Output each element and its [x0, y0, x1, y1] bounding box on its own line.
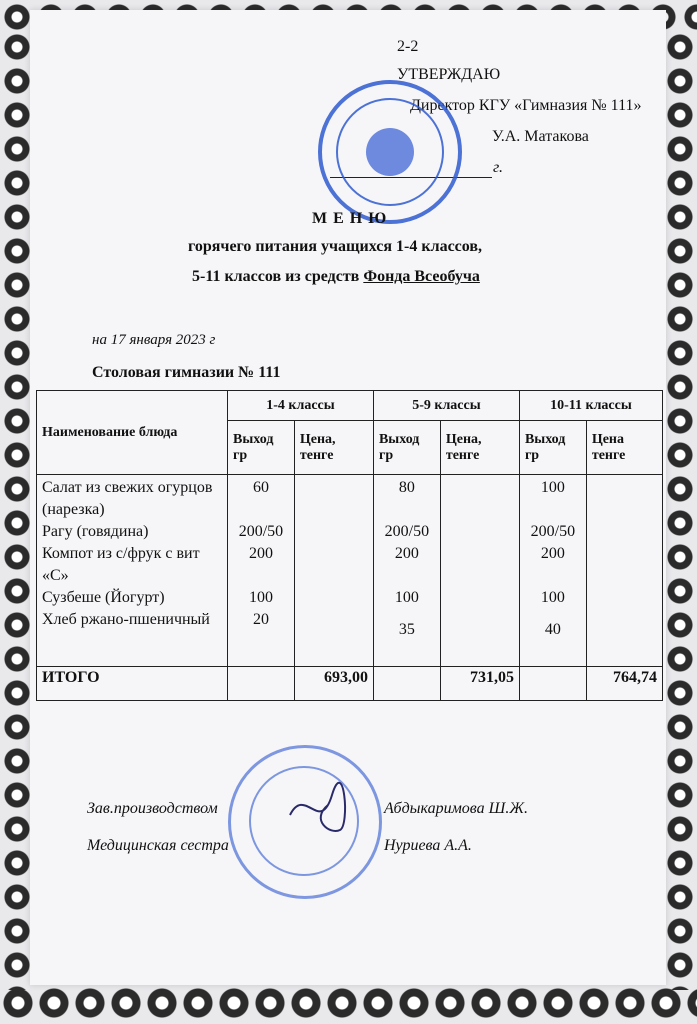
price-header: Цена, тенге: [440, 421, 519, 475]
yield-value: 200: [540, 545, 565, 562]
total-5-9: 731,05: [440, 667, 519, 701]
yield-value: 200/50: [238, 523, 284, 540]
dish-name-header: Наименование блюда: [37, 391, 228, 475]
yield-header: Выход гр: [519, 421, 586, 475]
price-header: Цена тенге: [586, 421, 662, 475]
signature-role: Медицинская сестра: [87, 837, 229, 854]
menu-subtitle-line1: горячего питания учащихся 1-4 классов,: [188, 238, 483, 255]
yield-value: 200: [394, 545, 419, 562]
dish-item: Хлеб ржано-пшеничный: [42, 611, 210, 628]
signature-name: Нуриева А.А.: [384, 837, 472, 854]
canteen-name: Столовая гимназии № 111: [92, 364, 281, 381]
yield-value: 40: [544, 621, 561, 638]
yield-value: 80: [398, 479, 415, 496]
total-empty-cell: [373, 667, 440, 701]
yield-value: 200/50: [384, 523, 430, 540]
dish-item: Рагу (говядина): [42, 523, 149, 540]
yield-header: Выход гр: [373, 421, 440, 475]
yields-10-11: [519, 475, 586, 667]
total-empty-cell: [519, 667, 586, 701]
yield-value: 100: [248, 589, 273, 606]
signature-name: Абдыкаримова Ш.Ж.: [384, 800, 528, 817]
approval-date-suffix: г.: [493, 159, 504, 176]
group-header-5-9: 5-9 классы: [373, 391, 519, 421]
total-empty-cell: [228, 667, 295, 701]
yields-1-4: [228, 475, 295, 667]
yield-value: 60: [252, 479, 269, 496]
menu-table: [36, 390, 663, 701]
price-cell: [586, 475, 662, 667]
yield-value: 100: [540, 589, 565, 606]
yield-value: 35: [398, 621, 415, 638]
total-1-4: 693,00: [294, 667, 373, 701]
yield-value: 200: [248, 545, 273, 562]
total-10-11: 764,74: [586, 667, 662, 701]
official-stamp: [318, 80, 462, 224]
yield-value: 100: [540, 479, 565, 496]
handwritten-signature: [280, 775, 360, 845]
menu-subtitle-prefix: 5-11 классов из средств: [192, 268, 364, 285]
menu-date: на 17 января 2023 г: [92, 332, 216, 348]
yields-5-9: [373, 475, 440, 667]
yield-value: 20: [252, 611, 269, 628]
group-header-10-11: 10-11 классы: [519, 391, 662, 421]
dish-item: Компот из с/фрук с вит «С»: [42, 545, 200, 584]
price-header: Цена, тенге: [294, 421, 373, 475]
price-cell: [294, 475, 373, 667]
decorative-border-bottom: [0, 982, 697, 1024]
decorative-border-right: [663, 30, 697, 990]
yield-value: 100: [394, 589, 419, 606]
approval-signatory: У.А. Матакова: [492, 128, 589, 145]
dish-item: Салат из свежих огурцов (нарезка): [42, 479, 213, 518]
price-cell: [440, 475, 519, 667]
group-header-1-4: 1-4 классы: [228, 391, 374, 421]
menu-title: М Е Н Ю: [312, 210, 388, 227]
dish-item: Сузбеше (Йогурт): [42, 589, 165, 606]
total-label: ИТОГО: [37, 667, 228, 701]
approval-position: Директор КГУ «Гимназия № 111»: [410, 97, 642, 114]
menu-subtitle-line2: [192, 268, 480, 286]
approval-title: УТВЕРЖДАЮ: [397, 66, 501, 83]
yield-header: Выход гр: [228, 421, 295, 475]
decorative-border-left: [0, 30, 34, 990]
signature-role: Зав.производством: [87, 800, 218, 817]
page-number: 2-2: [397, 38, 419, 55]
fund-name: Фонда Всеобуча: [363, 268, 480, 285]
yield-value: 200/50: [530, 523, 576, 540]
dish-list: [37, 475, 228, 667]
